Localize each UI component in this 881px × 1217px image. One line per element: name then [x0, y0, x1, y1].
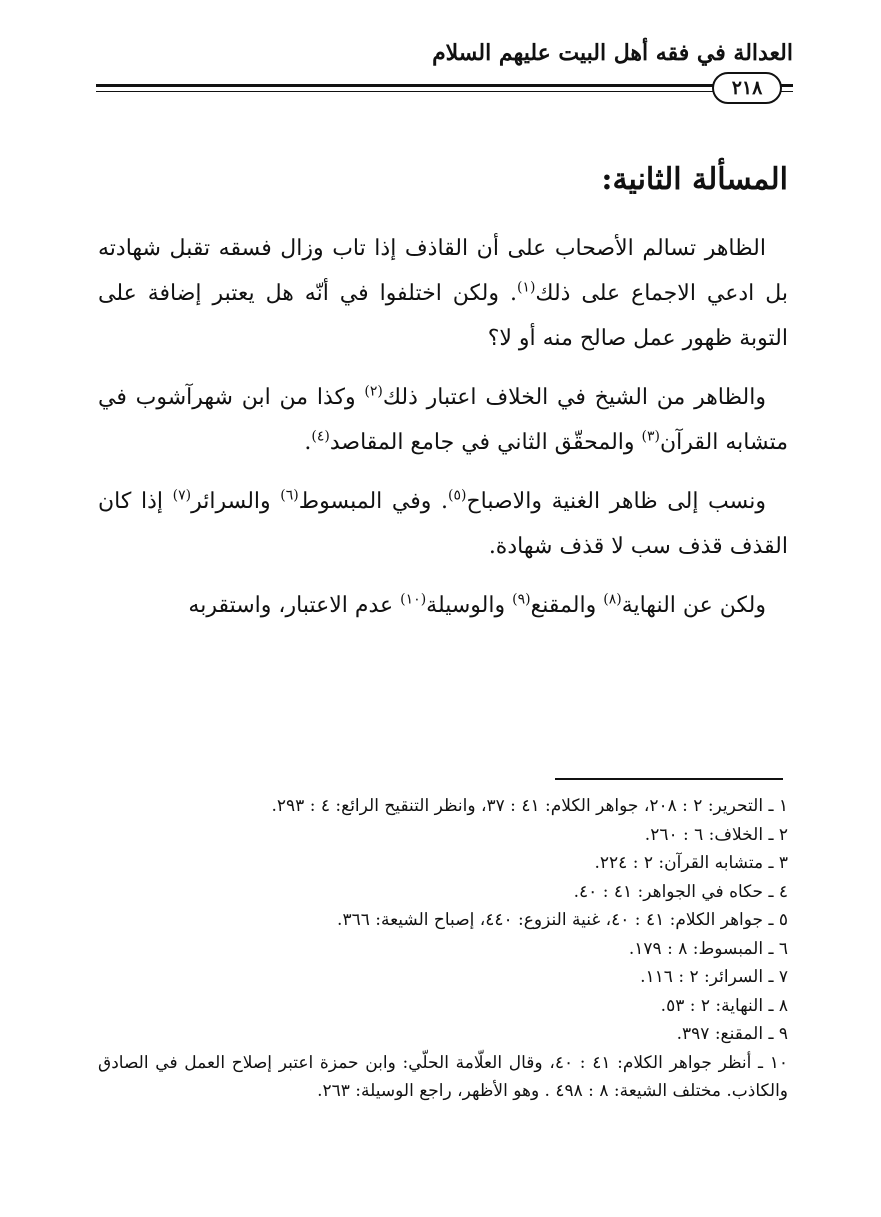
- footnote-number: ٣: [778, 853, 788, 873]
- paragraph-text: . ولكن اختلفوا في أنّه هل يعتبر إضافة على التوبة ظهور عمل صالح منه أو لا؟: [98, 281, 788, 351]
- footnote-ref-5[interactable]: (٥): [447, 487, 467, 504]
- footnote-number: ٤: [778, 881, 788, 902]
- footnote: ١٠ ـ أنظر جواهر الكلام: ٤١ : ٤٠، وقال العلّامة الحلّي: وابن حمزة اعتبر إصلاح العمل في الصادق والكاذب. مختلف الشيعة: ٨ : ٤٩٨ . وهو الأظهر، راجع الوسيلة: ٢٦٣.: [98, 1049, 788, 1106]
- footnote-text: حكاه في الجواهر: ٤١ : ٤٠.: [573, 881, 764, 902]
- page-number: ٢١٨: [712, 72, 782, 104]
- footnote-ref-2[interactable]: (٢): [364, 383, 383, 400]
- footnote: ٤ ـ حكاه في الجواهر: ٤١ : ٤٠.: [98, 878, 788, 907]
- footnote-text: النهاية: ٢ : ٥٣.: [660, 995, 764, 1016]
- footnote-number: ٨: [778, 995, 788, 1016]
- footnote-text: التحرير: ٢ : ٢٠٨، جواهر الكلام: ٤١ : ٣٧، وانظر التنقيح الرائع: ٤ : ٢٩٣.: [271, 796, 764, 816]
- footnote-text: المقنع: ٣٩٧.: [676, 1024, 764, 1044]
- paragraph-text: والمقنع: [530, 593, 604, 618]
- paragraph-3: [98, 479, 788, 569]
- footnote: ٥ ـ جواهر الكلام: ٤١ : ٤٠، غنية النزوع: ٤٤٠، إصباح الشيعة: ٣٦٦.: [98, 906, 788, 935]
- paragraph-text: ونسب إلى ظاهر الغنية والاصباح: [466, 489, 767, 514]
- paragraph-text: الظاهر تسالم الأصحاب على أن القاذف إذا تاب وزال فسقه تقبل شهادته بل ادعي الاجماع على ذلك: [98, 236, 788, 306]
- paragraph-text: . وفي المبسوط: [298, 489, 448, 514]
- footnote-number: ٥: [778, 910, 788, 930]
- paragraph-text: والمحقّق الثاني في جامع المقاصد: [329, 430, 642, 455]
- footnote-ref-7[interactable]: (٧): [172, 487, 192, 504]
- footnote-text: أنظر جواهر الكلام: ٤١ : ٤٠، وقال العلّامة الحلّي: وابن حمزة اعتبر إصلاح العمل في الصادق والكاذب. مختلف الشيعة: ٨ : ٤٩٨ . وهو الأظهر، راجع الوسيلة: ٢٦٣.: [98, 1052, 788, 1101]
- footnote-ref-9[interactable]: (٩): [512, 591, 531, 608]
- footnote-number: ١: [778, 796, 788, 816]
- header-rule-thin: [96, 91, 793, 92]
- footnote: ١ ـ التحرير: ٢ : ٢٠٨، جواهر الكلام: ٤١ : ٣٧، وانظر التنقيح الرائع: ٤ : ٢٩٣.: [98, 792, 788, 821]
- paragraph-text: والسرائر: [191, 489, 281, 514]
- paragraph-text: والظاهر من الشيخ في الخلاف اعتبار ذلك: [382, 385, 766, 410]
- footnote-text: متشابه القرآن: ٢ : ٢٢٤.: [594, 853, 764, 873]
- footnote: ٦ ـ المبسوط: ٨ : ١٧٩.: [98, 935, 788, 964]
- footnote-separator: [555, 778, 783, 780]
- footnote-text: جواهر الكلام: ٤١ : ٤٠، غنية النزوع: ٤٤٠، إصباح الشيعة: ٣٦٦.: [337, 910, 764, 930]
- footnote-ref-10[interactable]: (١٠): [400, 591, 427, 608]
- footnote-ref-1[interactable]: (١): [516, 279, 536, 296]
- footnote-text: السرائر: ٢ : ١١٦.: [640, 967, 764, 987]
- footnote: ٩ ـ المقنع: ٣٩٧.: [98, 1020, 788, 1049]
- page-header: [95, 40, 793, 80]
- paragraph-text: ولكن عن النهاية: [621, 593, 766, 618]
- footnote-number: ١٠: [769, 1052, 788, 1073]
- footnote-number: ٢: [778, 824, 788, 845]
- paragraph-4: [98, 583, 788, 628]
- footnotes: [98, 792, 788, 1106]
- section-title: المسألة الثانية:: [601, 162, 788, 197]
- footnote-text: الخلاف: ٦ : ٢٦٠.: [644, 824, 764, 845]
- paragraph-2: [98, 375, 788, 465]
- footnote-number: ٩: [778, 1024, 788, 1044]
- header-rule-thick: [96, 84, 793, 87]
- running-header-title: العدالة في فقه أهل البيت عليهم السلام: [432, 40, 793, 66]
- paragraph-text: .: [304, 430, 312, 455]
- footnote-ref-3[interactable]: (٣): [641, 428, 660, 445]
- paragraph-text: والوسيلة: [426, 593, 513, 618]
- footnote: ٣ ـ متشابه القرآن: ٢ : ٢٢٤.: [98, 849, 788, 878]
- body-text: [98, 226, 788, 642]
- footnote-ref-4[interactable]: (٤): [311, 428, 330, 445]
- footnote-ref-8[interactable]: (٨): [603, 591, 622, 608]
- footnote: ٨ ـ النهاية: ٢ : ٥٣.: [98, 992, 788, 1021]
- footnote-text: المبسوط: ٨ : ١٧٩.: [628, 938, 764, 959]
- footnote-number: ٧: [778, 967, 788, 987]
- footnote-ref-6[interactable]: (٦): [280, 487, 299, 504]
- paragraph-text: عدم الاعتبار، واستقربه: [188, 593, 401, 618]
- footnote: ٧ ـ السرائر: ٢ : ١١٦.: [98, 963, 788, 992]
- paragraph-1: [98, 226, 788, 361]
- paragraph-text: إذا كان القذف قذف سب لا قذف شهادة.: [98, 489, 788, 559]
- footnote-number: ٦: [778, 938, 788, 959]
- paragraph-text: وكذا من ابن شهرآشوب في متشابه القرآن: [98, 385, 788, 455]
- footnote: ٢ ـ الخلاف: ٦ : ٢٦٠.: [98, 821, 788, 850]
